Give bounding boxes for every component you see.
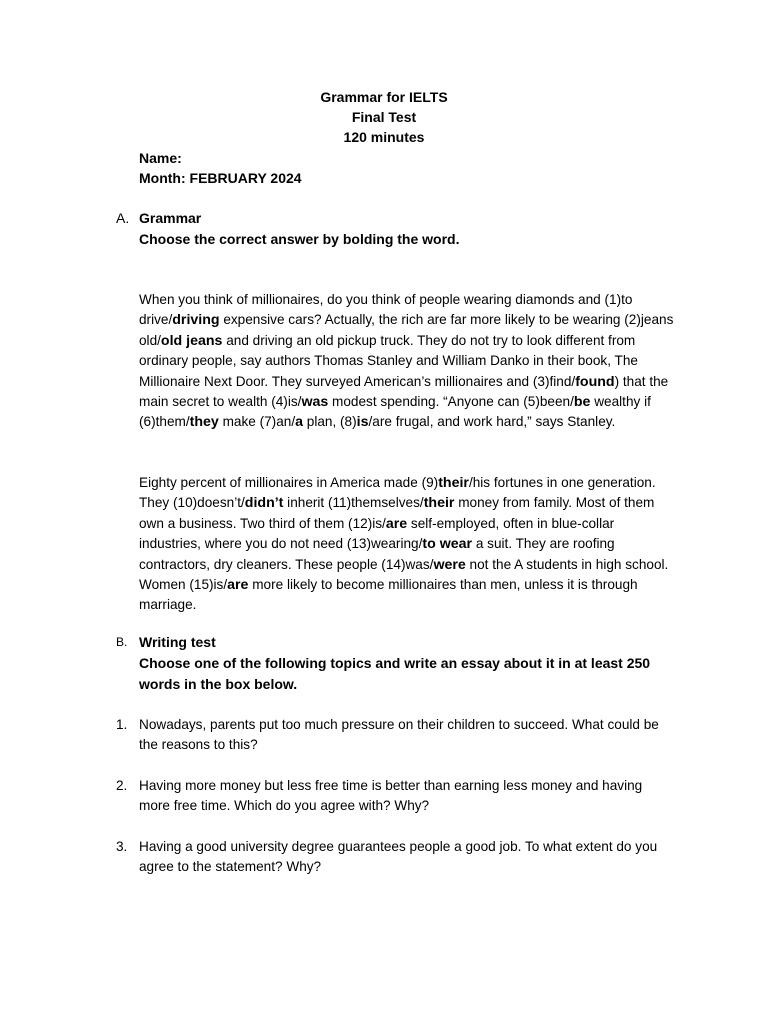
answer-word: driving	[172, 312, 220, 329]
answer-word: was	[301, 394, 329, 411]
text-run: make (7)an/	[218, 414, 296, 430]
name-label: Name:	[139, 150, 182, 166]
text-run: inherit (11)themselves/	[283, 495, 424, 511]
text-run: expensive cars? Actually, the rich are far more likely to be wearing (2)jeans old/	[139, 312, 674, 348]
section-a-marker: A.	[116, 210, 130, 226]
month-label: Month: FEBRUARY 2024	[139, 170, 302, 186]
topic-number: 3.	[116, 839, 128, 854]
section-b-text	[139, 632, 659, 695]
answer-word: didn’t	[244, 495, 284, 512]
topic-number: 2.	[116, 778, 128, 793]
topic-text: Having more money but less free time is better than earning less money and having more free time. Which do you agree with? Why?	[139, 778, 643, 814]
document-header	[0, 87, 768, 147]
answer-word: were	[433, 556, 466, 573]
section-a-instruction: Choose the correct answer by bolding the word.	[139, 231, 460, 247]
grammar-paragraph-1	[139, 290, 679, 433]
text-run: ) that the main secret to wealth (4)is/	[139, 373, 669, 410]
answer-word: are	[385, 515, 408, 532]
text-run: plan, (8)	[303, 414, 357, 430]
text-run: more likely to become millionaires than men, unless it is through marriage.	[139, 577, 638, 613]
answer-word: old jeans	[160, 332, 223, 349]
document-title: Grammar for IELTS	[320, 89, 448, 105]
grammar-paragraph-2	[139, 473, 679, 616]
text-run: wealthy if (6)them/	[139, 394, 651, 430]
text-run: self-employed, often in blue-collar industries, where you do not need (13)wearing/	[139, 515, 615, 552]
answer-word: their	[438, 475, 469, 491]
answer-word: is	[356, 414, 369, 431]
answer-word: to wear	[422, 536, 473, 553]
text-run: and driving an old pickup truck. They do not try to look different from ordinary people, say authors Thomas Stanley and William Danko in their book, The Millionaire Next Door. They surveyed American’s millionaires and (3)find/	[139, 332, 638, 389]
section-a-title: Grammar	[139, 210, 202, 226]
text-run: When you think of millionaires, do you think of people wearing diamonds and (1)to drive/	[139, 292, 633, 328]
text-run: Eighty percent of millionaires in America made (9)	[139, 475, 439, 490]
text-run: a suit. They are roofing contractors, dry cleaners. These people (14)was/	[139, 536, 615, 572]
section-b-title: Writing test	[139, 634, 216, 650]
topic-text: Nowadays, parents put too much pressure on their children to succeed. What could be the reasons to this?	[139, 717, 659, 753]
section-b-instruction: Choose one of the following topics and write an essay about it in at least 250 words in the box below.	[139, 655, 651, 692]
answer-word: they	[189, 414, 219, 431]
document-subtitle: Final Test	[351, 109, 417, 125]
test-duration: 120 minutes	[343, 129, 425, 145]
answer-word: are	[227, 577, 249, 594]
answer-word: found	[575, 373, 615, 390]
text-run: /are frugal, and work hard,” says Stanley.	[368, 414, 616, 430]
section-b-marker: B.	[116, 635, 128, 649]
section-a-text	[139, 208, 659, 250]
answer-word: be	[573, 394, 591, 411]
topic-text: Having a good university degree guarantees people a good job. To what extent do you agree to the statement? Why?	[139, 839, 658, 875]
topic-number: 1.	[116, 717, 128, 732]
student-info	[139, 148, 302, 188]
answer-word: a	[295, 414, 303, 431]
answer-word: their	[423, 495, 455, 512]
text-run: modest spending. “Anyone can (5)been/	[328, 394, 574, 410]
text-run: /his fortunes in one generation. They (10)doesn’t/	[139, 475, 656, 511]
text-run: not the A students in high school. Women (15)is/	[139, 556, 669, 593]
text-run: money from family. Most of them own a business. Two third of them (12)is/	[139, 495, 655, 531]
